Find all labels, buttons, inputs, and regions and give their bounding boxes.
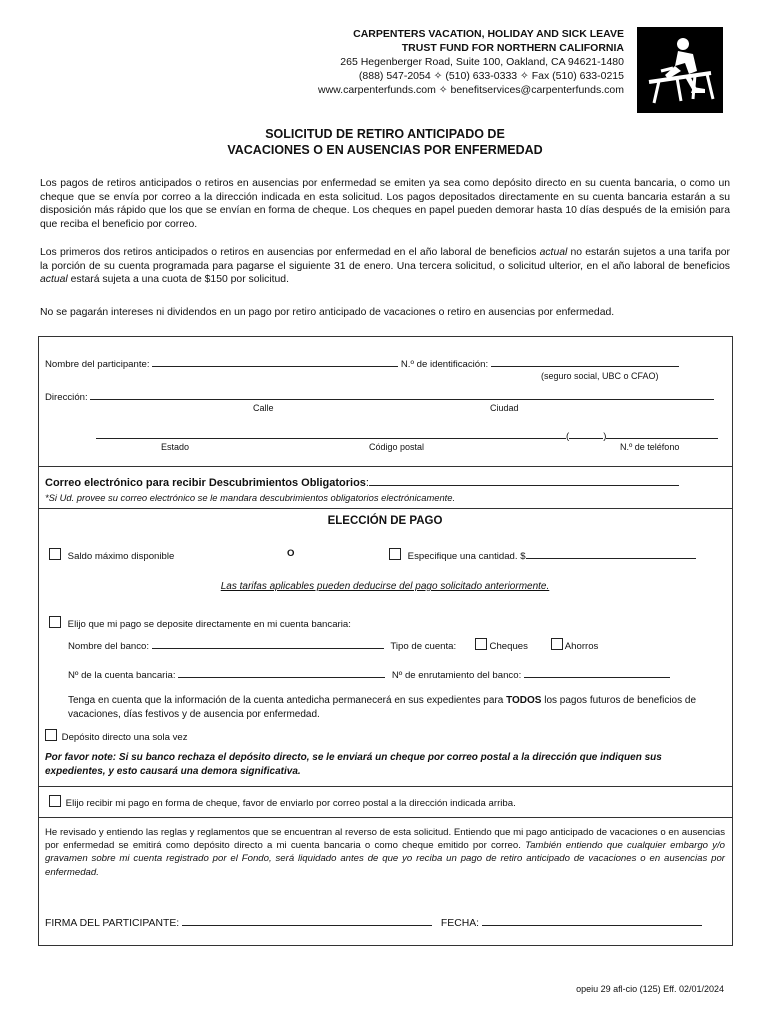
account-number-field[interactable] (178, 667, 385, 678)
id-number-field[interactable] (491, 356, 679, 367)
state-zip-phone-row (96, 428, 718, 442)
savings-label: Ahorros (564, 641, 599, 652)
direct-deposit-label: Elijo que mi pago se deposite directamente en mi cuenta bancaria: (67, 619, 351, 630)
one-time-label: Depósito directo una sola vez (61, 732, 188, 743)
phone-paren-open: ( (566, 431, 570, 442)
phone-caption: N.º de teléfono (620, 442, 680, 452)
phone-number-field[interactable] (606, 428, 718, 439)
id-note: (seguro social, UBC o CFAO) (541, 371, 659, 381)
bank-name-label: Nombre del banco: (68, 641, 150, 652)
id-number-label: N.º de identificación: (400, 359, 489, 370)
account-numbers-row (68, 667, 670, 681)
note-text-b: los pagos futuros de beneficios de vacaciones, días festivos y de ausencia por enfermedad. (68, 695, 697, 720)
area-code-field[interactable] (569, 428, 603, 439)
check-checkbox[interactable] (49, 795, 61, 807)
org-name-line2: TRUST FUND FOR NORTHERN CALIFORNIA (401, 42, 624, 54)
divider (38, 466, 733, 467)
account-note (68, 694, 718, 721)
divider (38, 786, 733, 787)
divider (38, 508, 733, 509)
signature-row (45, 915, 702, 929)
org-web: www.carpenterfunds.com ✧ benefitservices@carpenterfunds.com (317, 84, 624, 96)
direct-deposit-checkbox[interactable] (49, 616, 61, 628)
address-label: Dirección: (45, 392, 88, 403)
or-label: O (287, 548, 295, 559)
certification-text (45, 826, 725, 879)
state-zip-field[interactable] (96, 428, 566, 439)
max-balance-label: Saldo máximo disponible (67, 551, 175, 562)
street-caption: Calle (253, 403, 274, 413)
email-label: Correo electrónico para recibir Descubrimientos Obligatorios (45, 477, 366, 489)
account-type-label: Tipo de cuenta: (390, 641, 457, 652)
email-note: *Si Ud. provee su correo electrónico se le mandara descubrimientos obligatorios electrónicamente. (45, 492, 456, 503)
rejection-warning: Por favor note: Si su banco rechaza el depósito directo, se le enviará un cheque por correo postal a la dirección que indiquen sus expedientes, y esto causará una demora significativa. (45, 752, 662, 777)
check-label: Elijo recibir mi pago en forma de cheque, favor de enviarlo por correo postal a la dirección indicada arriba. (65, 798, 516, 809)
specify-amount-option (389, 548, 696, 562)
note-bold: TODOS (506, 695, 542, 706)
max-balance-checkbox[interactable] (49, 548, 61, 560)
routing-number-field[interactable] (524, 667, 670, 678)
participant-name-label: Nombre del participante: (45, 359, 150, 370)
org-name-line1: CARPENTERS VACATION, HOLIDAY AND SICK LEAVE (353, 28, 624, 40)
certification-text-italic: También entiendo que cualquier embargo y/o gravamen sobre mi cuenta registrado por el Fondo, será liquidado antes de que yo reciba un pago de retiro anticipado de vacaciones o en ausencias por enfermedad. (45, 840, 726, 878)
savings-checkbox[interactable] (551, 638, 563, 650)
fees-note: Las tarifas aplicables pueden deducirse del pago solicitado anteriormente. (220, 581, 550, 592)
specify-amount-label: Especifique una cantidad. $ (407, 551, 526, 562)
title-line1: SOLICITUD DE RETIRO ANTICIPADO DE (265, 127, 505, 141)
participant-name-row (45, 356, 679, 370)
zip-caption: Código postal (369, 442, 425, 452)
participant-name-field[interactable] (152, 356, 398, 367)
intro-paragraph-2 (40, 246, 730, 287)
p2-italic-a: actual (539, 247, 568, 258)
max-balance-option (49, 548, 174, 562)
checking-label: Cheques (489, 641, 528, 652)
org-address: 265 Hegenberger Road, Suite 100, Oakland, CA 94621-1480 (340, 56, 624, 68)
org-phones: (888) 547-2054 ✧ (510) 633-0333 ✧ Fax (510) 633-0215 (358, 70, 624, 82)
address-street-city-field[interactable] (90, 389, 714, 400)
email-field[interactable] (369, 475, 679, 486)
phone-paren-close: ) (603, 431, 607, 442)
direct-deposit-option (49, 616, 351, 630)
date-label: FECHA: (440, 918, 480, 929)
city-caption: Ciudad (490, 403, 519, 413)
bank-name-row (68, 638, 598, 652)
p2-text-b: no estarán sujetos a una tarifa por la porción de su cuenta programada para pagarse el siguiente 31 de enero. Una tercera solicitud, o solicitud ulterior, en el año laboral de beneficios (40, 247, 731, 272)
routing-number-label: Nº de enrutamiento del banco: (391, 670, 522, 681)
checking-checkbox[interactable] (475, 638, 487, 650)
amount-field[interactable] (526, 548, 696, 559)
form-footer-code: opeiu 29 afl-cio (125) Eff. 02/01/2024 (576, 984, 724, 994)
intro-paragraph-3: No se pagarán intereses ni dividendos en un pago por retiro anticipado de vacaciones o retiro en ausencias por enfermedad. (40, 307, 615, 318)
bank-name-field[interactable] (152, 638, 384, 649)
p2-text-c: estará sujeta a una cuota de $150 por solicitud. (67, 274, 289, 285)
letterhead (318, 27, 624, 97)
specify-amount-checkbox[interactable] (389, 548, 401, 560)
p2-italic-b: actual (40, 274, 68, 285)
intro-paragraph-1: Los pagos de retiros anticipados o retiros en ausencias por enfermedad se emiten ya sea como depósito directo en su cuenta bancaria, o como un cheque que se envía por correo a la dirección indicada en esta solicitud. Los pagos depositados directamente en su cuenta bancaria estarán a su disposición más rápido que los que se envían en forma de cheque. Los cheques en papel pueden demorar hasta 10 días después de la emisión para que reciba el beneficio por correo. (40, 178, 730, 230)
signature-field[interactable] (182, 915, 432, 926)
account-number-label: Nº de la cuenta bancaria: (68, 670, 176, 681)
one-time-checkbox[interactable] (45, 729, 57, 741)
email-colon: : (365, 477, 369, 489)
divider (38, 817, 733, 818)
title-line2: VACACIONES O EN AUSENCIAS POR ENFERMEDAD (227, 143, 543, 157)
signature-label: FIRMA DEL PARTICIPANTE: (45, 918, 180, 929)
payment-heading: ELECCIÓN DE PAGO (327, 515, 443, 527)
one-time-option (45, 729, 188, 743)
check-option (49, 795, 516, 809)
email-row (45, 475, 679, 489)
certification-text-a: He revisado y entiendo las reglas y reglamentos que se encuentran al reverso de esta solicitud. Entiendo que mi pago anticipado de vacaciones o en ausencias por enfermedad se emitirá como depósito directo a mi cuenta bancaria o como cheque emitido por correo. (45, 827, 725, 852)
address-row (45, 389, 714, 403)
form-title (0, 126, 770, 158)
carpenter-logo (637, 27, 723, 113)
state-caption: Estado (161, 442, 190, 452)
date-field[interactable] (482, 915, 702, 926)
note-text-a: Tenga en cuenta que la información de la cuenta antedicha permanecerá en sus expedientes para (68, 695, 507, 706)
p2-text-a: Los primeros dos retiros anticipados o retiros en ausencias por enfermedad en el año laboral de beneficios (40, 247, 540, 258)
